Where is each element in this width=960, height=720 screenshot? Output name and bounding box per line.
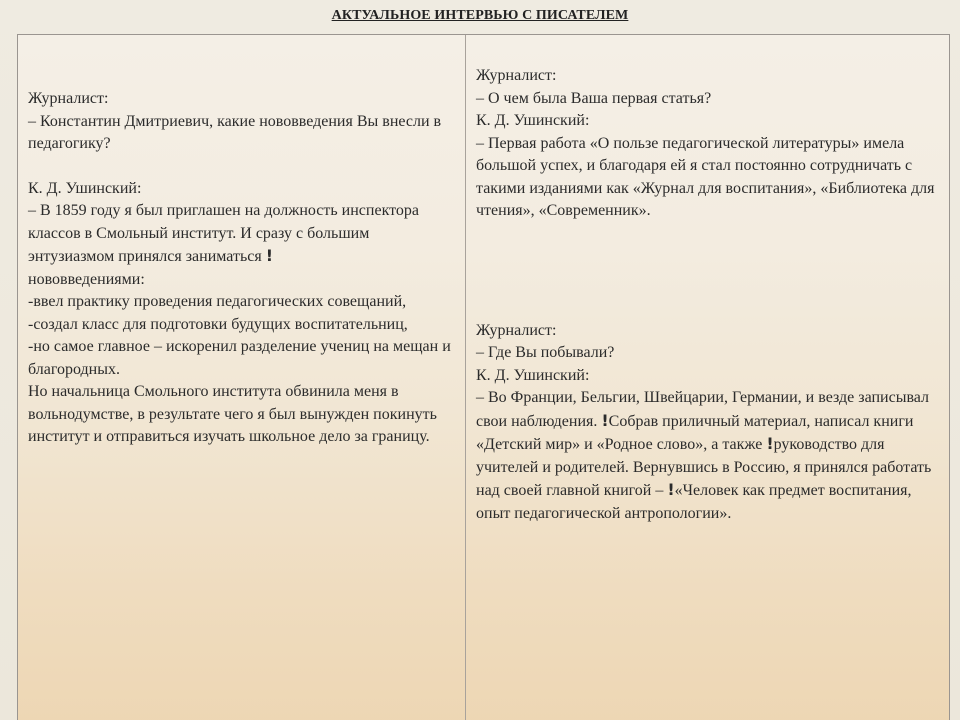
journalist-label: Журналист: [28,90,109,107]
closing-paragraph: Но начальница Смольного института обвинила меня в вольнодумстве, в результате чего я был вынужден покинуть институт и отправиться изучать школьное дело за границу. [28,383,441,445]
left-column [28,35,458,449]
spacer [476,223,946,320]
journalist-question: – Константин Дмитриевич, какие нововведения Вы внесли в педагогику? [28,112,446,152]
answer-text-part-1: – Во Франции, Бельгии, Швейцарии, Германии, и везде записывал свои наблюдения. [476,389,934,430]
ushinsky-label: К. Д. Ушинский: [28,179,142,197]
journalist-question: – О чем была Ваша первая статья? [476,89,712,107]
journalist-label: Журналист: [476,321,557,339]
exclamation-mark-icon: ! [667,480,675,499]
ushinsky-answer-intro [28,200,458,291]
ushinsky-answer [476,387,946,525]
exclamation-mark-icon: ! [265,246,274,265]
ushinsky-label: К. Д. Ушинский: [476,366,590,384]
journalist-question: – Где Вы побывали? [476,344,615,361]
ushinsky-answer: – Первая работа «О пользе педагогической литературы» имела большой успех, и благодаря ей я стал постоянно сотрудничать с такими изданиями как «Журнал для воспитания», «Библиотека для чтения», «Современник». [476,134,939,219]
answer-intro-text: – В 1859 году я был приглашен на должность инспектора классов в Смольный институт. И сразу с большим энтузиазмом принялся заниматься [28,202,424,265]
spacer [28,156,458,178]
column-divider [465,35,466,720]
exclamation-mark-icon: ! [766,434,774,453]
slide-title: АКТУАЛЬНОЕ ИНТЕРВЬЮ С ПИСАТЕЛЕМ [331,8,629,23]
answer-intro-end: нововведениями: [28,270,145,288]
answer-text-part-2: Собрав приличный материал, написал книги «Детский мир» и «Родное слово», а также [476,412,918,453]
innovation-item-1: -ввел практику проведения педагогических совещаний, [28,293,407,310]
answer-text-part-4: «Человек как предмет воспитания, опыт педагогической антропологии». [476,482,916,522]
journalist-label: Журналист: [476,67,557,84]
answer-text-part-3: руководство для учителей и родителей. Вернувшись в Россию, я принялся работать над своей главной книгой – [476,436,936,499]
innovation-item-2: -создал класс для подготовки будущих воспитательниц, [28,315,408,333]
exclamation-mark-icon: ! [601,410,609,430]
innovation-item-3: -но самое главное – искоренил разделение учениц на мещан и благородных. [28,338,455,378]
right-column [476,35,946,525]
ushinsky-label: К. Д. Ушинский: [476,112,590,129]
interview-table [17,34,950,720]
